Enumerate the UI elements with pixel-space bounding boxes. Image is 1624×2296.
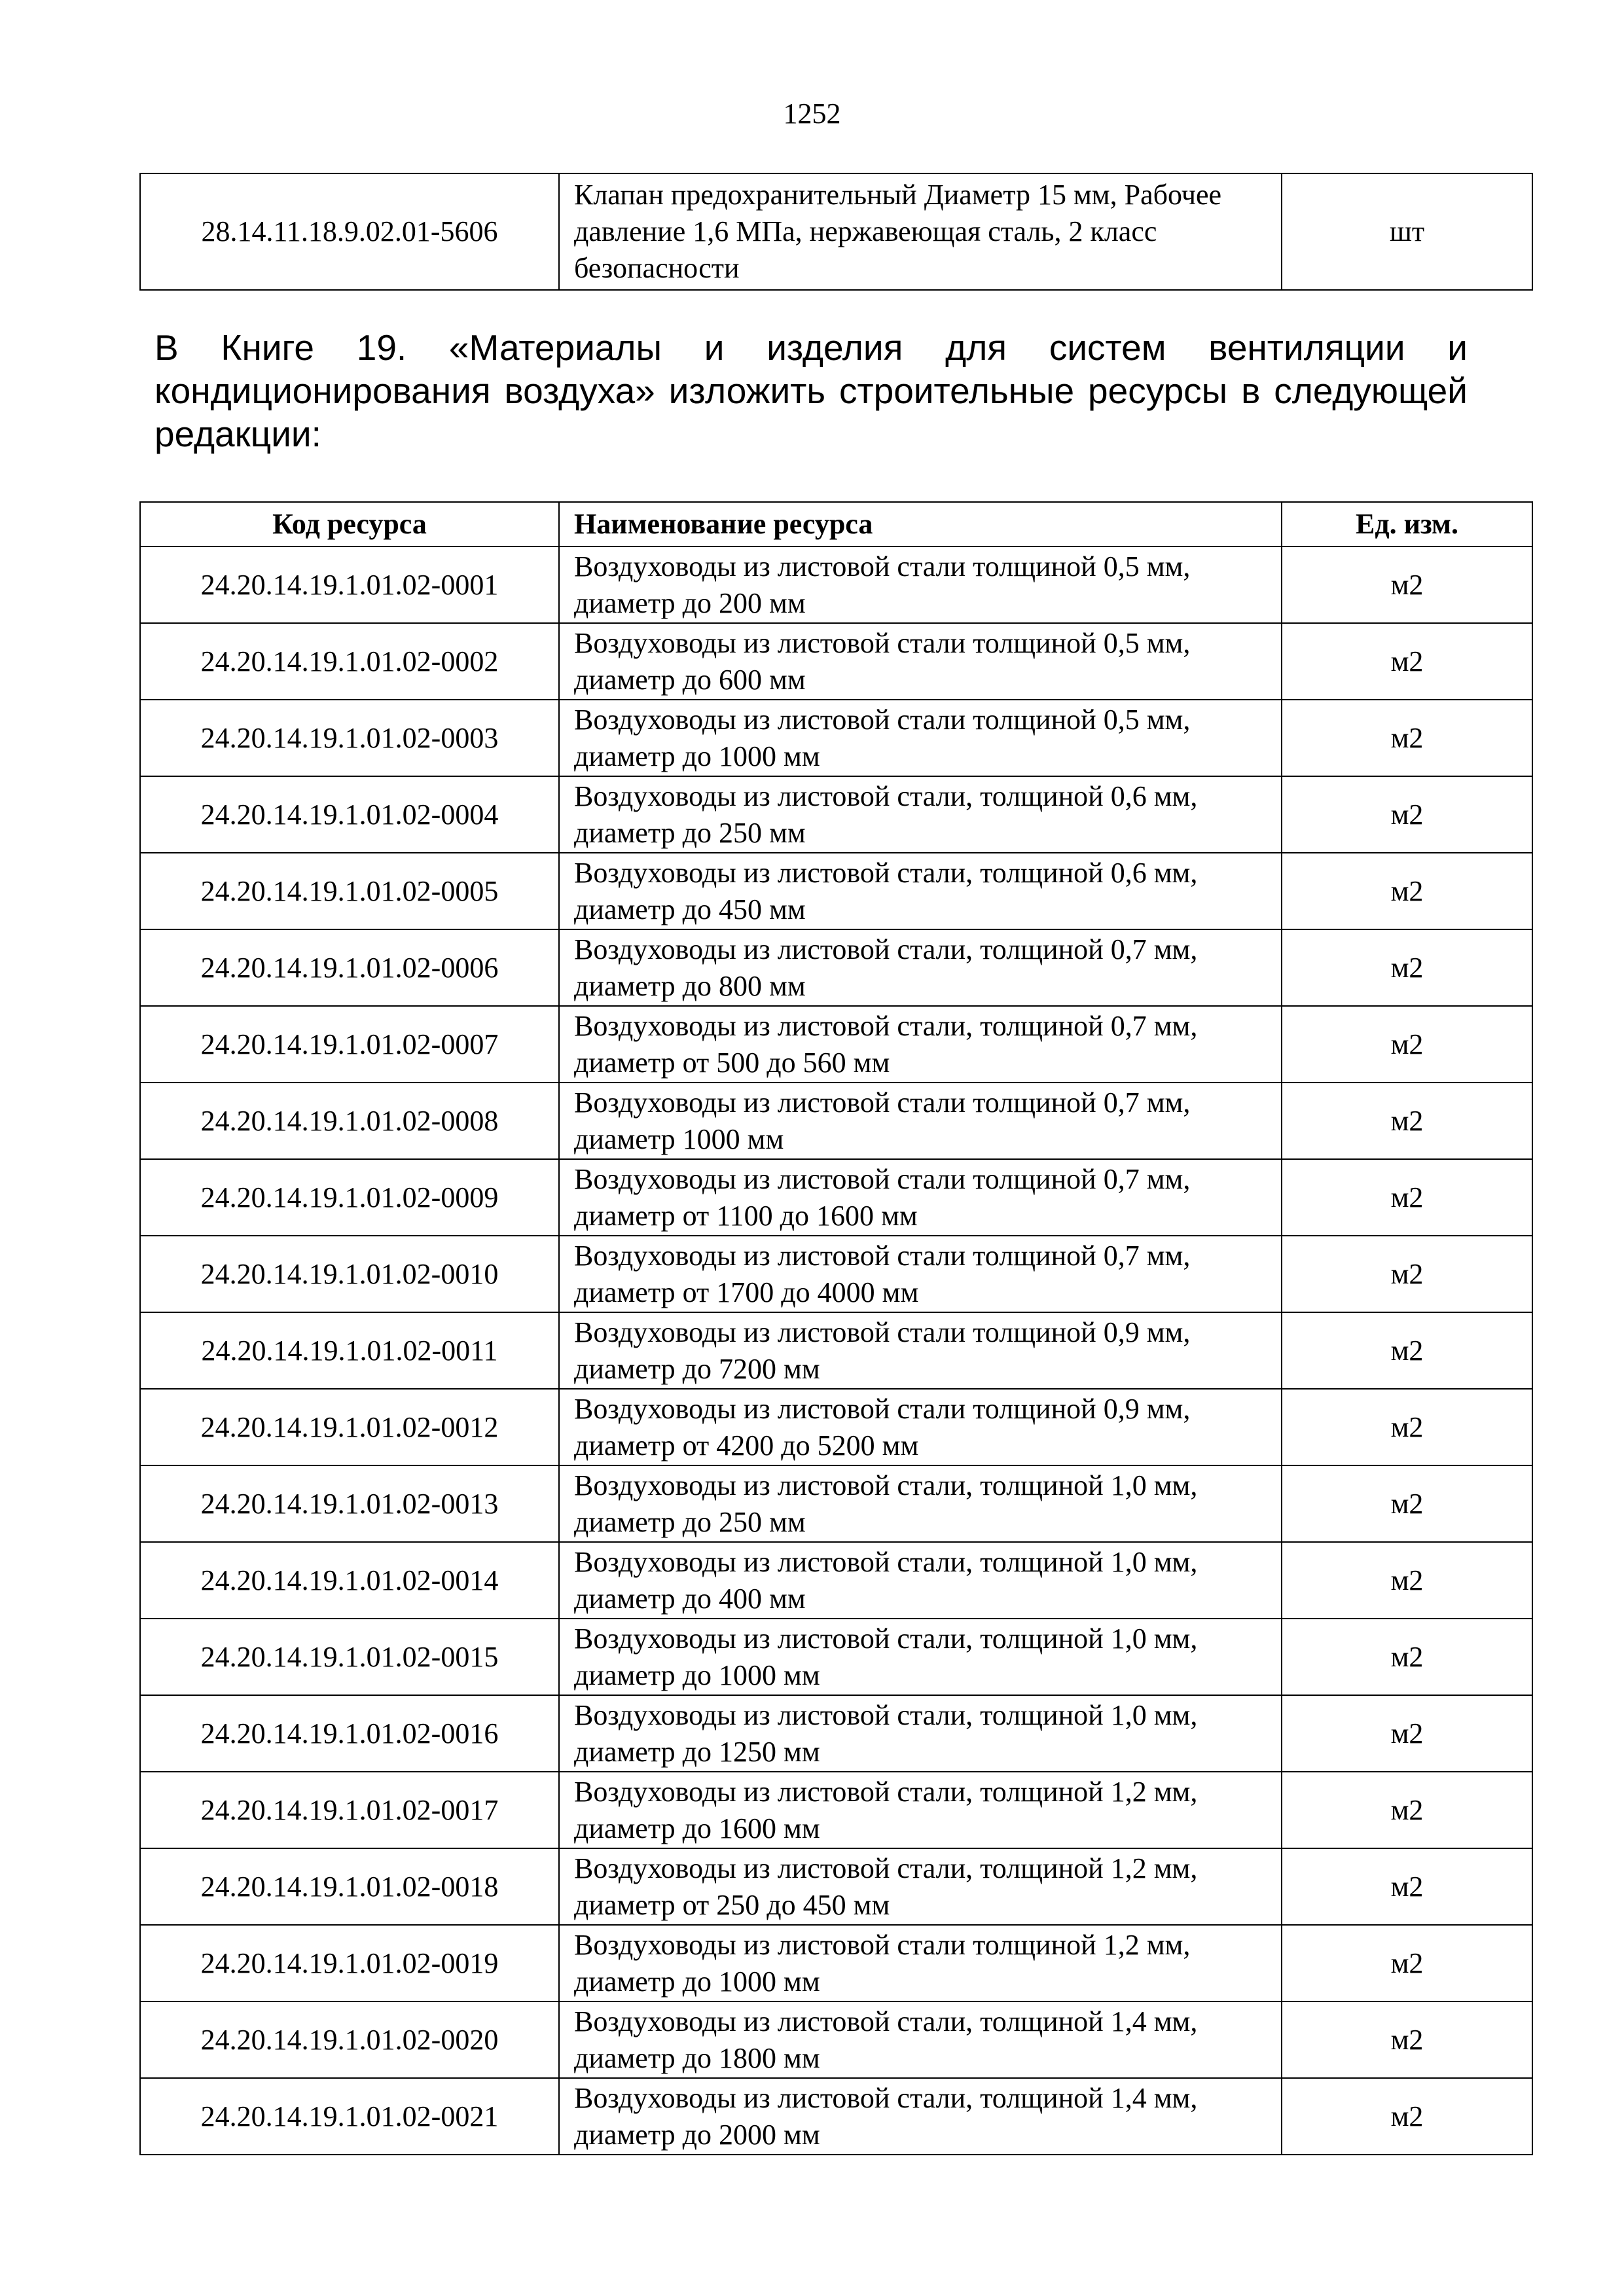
resource-name: Воздуховоды из листовой стали, толщиной 0,6 мм, диаметр до 450 мм (559, 853, 1282, 929)
resource-name: Воздуховоды из листовой стали, толщиной 1,0 мм, диаметр до 1250 мм (559, 1695, 1282, 1772)
resource-name: Воздуховоды из листовой стали, толщиной 0,7 мм, диаметр до 800 мм (559, 929, 1282, 1006)
resource-unit: м2 (1282, 1159, 1532, 1236)
table-header-row (140, 502, 1532, 547)
resource-unit: м2 (1282, 2001, 1532, 2078)
table-row (140, 1465, 1532, 1542)
table-row (140, 776, 1532, 853)
resource-code: 24.20.14.19.1.01.02-0002 (140, 623, 559, 700)
page-number: 1252 (783, 98, 841, 130)
resource-name: Воздуховоды из листовой стали толщиной 0,7 мм, диаметр от 1700 до 4000 мм (559, 1236, 1282, 1312)
table-row (140, 547, 1532, 623)
resource-code: 24.20.14.19.1.01.02-0008 (140, 1083, 559, 1159)
header-unit: Ед. изм. (1282, 502, 1532, 547)
table-row (140, 2001, 1532, 2078)
resource-name: Воздуховоды из листовой стали, толщиной 1,2 мм, диаметр от 250 до 450 мм (559, 1848, 1282, 1925)
resource-unit: шт (1282, 173, 1532, 290)
resource-name: Воздуховоды из листовой стали, толщиной 1,0 мм, диаметр до 400 мм (559, 1542, 1282, 1619)
resource-name: Воздуховоды из листовой стали, толщиной 1,0 мм, диаметр до 1000 мм (559, 1619, 1282, 1695)
resource-unit: м2 (1282, 1925, 1532, 2001)
table-row (140, 1006, 1532, 1083)
table-row (140, 1925, 1532, 2001)
resource-code: 24.20.14.19.1.01.02-0021 (140, 2078, 559, 2155)
table-row (140, 853, 1532, 929)
resource-unit: м2 (1282, 1772, 1532, 1848)
resource-name: Воздуховоды из листовой стали толщиной 0,9 мм, диаметр от 4200 до 5200 мм (559, 1389, 1282, 1465)
resource-code: 24.20.14.19.1.01.02-0007 (140, 1006, 559, 1083)
resource-name: Воздуховоды из листовой стали, толщиной 0,6 мм, диаметр до 250 мм (559, 776, 1282, 853)
resource-name: Воздуховоды из листовой стали, толщиной 1,4 мм, диаметр до 2000 мм (559, 2078, 1282, 2155)
table-row (140, 929, 1532, 1006)
resource-unit: м2 (1282, 1848, 1532, 1925)
resource-unit: м2 (1282, 1312, 1532, 1389)
header-code: Код ресурса (140, 502, 559, 547)
resource-name: Воздуховоды из листовой стали, толщиной 1,4 мм, диаметр до 1800 мм (559, 2001, 1282, 2078)
table-row (140, 1236, 1532, 1312)
resource-unit: м2 (1282, 1006, 1532, 1083)
table-row (140, 1159, 1532, 1236)
resource-code: 24.20.14.19.1.01.02-0015 (140, 1619, 559, 1695)
resource-unit: м2 (1282, 1389, 1532, 1465)
resource-name: Воздуховоды из листовой стали, толщиной 1,2 мм, диаметр до 1600 мм (559, 1772, 1282, 1848)
table-row (140, 1083, 1532, 1159)
table-row (140, 2078, 1532, 2155)
resource-name: Воздуховоды из листовой стали толщиной 0,7 мм, диаметр от 1100 до 1600 мм (559, 1159, 1282, 1236)
resource-name: Воздуховоды из листовой стали толщиной 0,9 мм, диаметр до 7200 мм (559, 1312, 1282, 1389)
table-row (140, 1619, 1532, 1695)
resources-table (139, 501, 1533, 2155)
resource-code: 24.20.14.19.1.01.02-0017 (140, 1772, 559, 1848)
table-row (140, 173, 1532, 290)
resource-name: Воздуховоды из листовой стали толщиной 0,7 мм, диаметр 1000 мм (559, 1083, 1282, 1159)
table-row (140, 1848, 1532, 1925)
resource-unit: м2 (1282, 1619, 1532, 1695)
table-row (140, 1695, 1532, 1772)
resource-code: 24.20.14.19.1.01.02-0003 (140, 700, 559, 776)
resource-unit: м2 (1282, 1542, 1532, 1619)
resource-code: 24.20.14.19.1.01.02-0016 (140, 1695, 559, 1772)
resource-name: Клапан предохранительный Диаметр 15 мм, Рабочее давление 1,6 МПа, нержавеющая сталь, 2 класс безопасности (559, 173, 1282, 290)
resource-unit: м2 (1282, 853, 1532, 929)
resource-unit: м2 (1282, 623, 1532, 700)
resource-unit: м2 (1282, 1465, 1532, 1542)
header-name: Наименование ресурса (559, 502, 1282, 547)
resource-name: Воздуховоды из листовой стали, толщиной 1,0 мм, диаметр до 250 мм (559, 1465, 1282, 1542)
resource-code: 24.20.14.19.1.01.02-0001 (140, 547, 559, 623)
resource-name: Воздуховоды из листовой стали толщиной 0,5 мм, диаметр до 1000 мм (559, 700, 1282, 776)
table-row (140, 1389, 1532, 1465)
resource-name: Воздуховоды из листовой стали толщиной 0,5 мм, диаметр до 600 мм (559, 623, 1282, 700)
resource-unit: м2 (1282, 547, 1532, 623)
resource-unit: м2 (1282, 1236, 1532, 1312)
resource-code: 24.20.14.19.1.01.02-0020 (140, 2001, 559, 2078)
resource-unit: м2 (1282, 1695, 1532, 1772)
resource-code: 24.20.14.19.1.01.02-0014 (140, 1542, 559, 1619)
resource-code: 24.20.14.19.1.01.02-0010 (140, 1236, 559, 1312)
resource-unit: м2 (1282, 1083, 1532, 1159)
resource-code: 28.14.11.18.9.02.01-5606 (140, 173, 559, 290)
resource-code: 24.20.14.19.1.01.02-0013 (140, 1465, 559, 1542)
table-row (140, 623, 1532, 700)
resource-unit: м2 (1282, 2078, 1532, 2155)
resource-code: 24.20.14.19.1.01.02-0009 (140, 1159, 559, 1236)
resource-name: Воздуховоды из листовой стали толщиной 0,5 мм, диаметр до 200 мм (559, 547, 1282, 623)
resource-name: Воздуховоды из листовой стали толщиной 1,2 мм, диаметр до 1000 мм (559, 1925, 1282, 2001)
resource-code: 24.20.14.19.1.01.02-0006 (140, 929, 559, 1006)
table-row (140, 1772, 1532, 1848)
resource-code: 24.20.14.19.1.01.02-0011 (140, 1312, 559, 1389)
intro-paragraph: В Книге 19. «Материалы и изделия для систем вентиляции и кондиционирования воздуха» изложить строительные ресурсы в следующей редакции: (154, 327, 1468, 454)
resource-unit: м2 (1282, 929, 1532, 1006)
resource-code: 24.20.14.19.1.01.02-0012 (140, 1389, 559, 1465)
resource-code: 24.20.14.19.1.01.02-0018 (140, 1848, 559, 1925)
table-row (140, 1542, 1532, 1619)
resource-code: 24.20.14.19.1.01.02-0005 (140, 853, 559, 929)
resource-unit: м2 (1282, 776, 1532, 853)
resource-code: 24.20.14.19.1.01.02-0004 (140, 776, 559, 853)
table-row (140, 1312, 1532, 1389)
resource-unit: м2 (1282, 700, 1532, 776)
resource-name: Воздуховоды из листовой стали, толщиной 0,7 мм, диаметр от 500 до 560 мм (559, 1006, 1282, 1083)
resource-code: 24.20.14.19.1.01.02-0019 (140, 1925, 559, 2001)
continuation-table (139, 173, 1533, 291)
table-row (140, 700, 1532, 776)
